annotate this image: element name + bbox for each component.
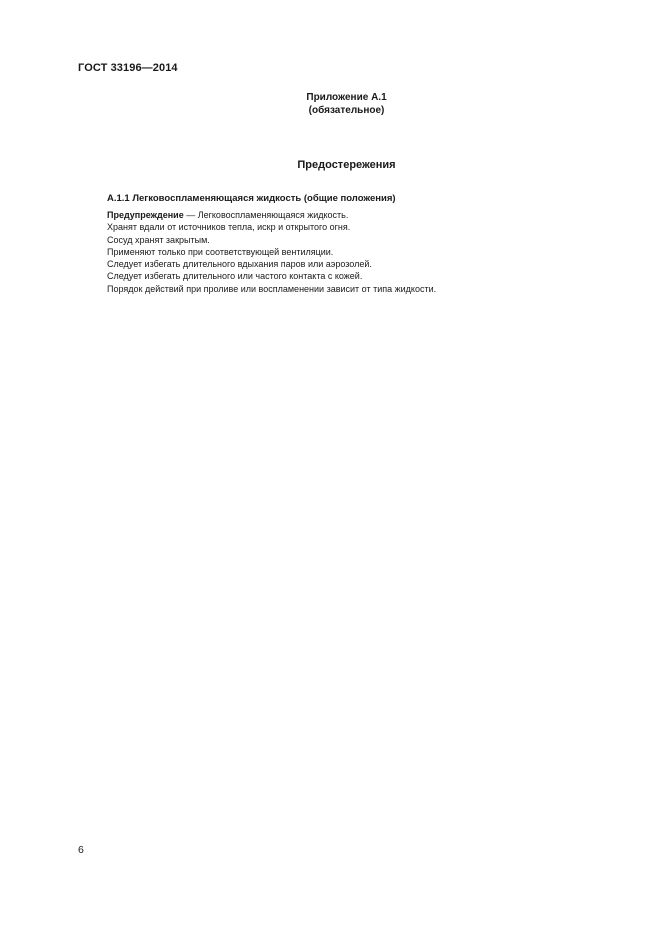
annex-status: (обязательное) [308, 105, 385, 116]
annex-title: Приложение А.1 [306, 92, 387, 103]
warning-label: Предупреждение [107, 210, 184, 220]
section-title: Предостережения [297, 159, 396, 171]
warning-text: — Легковоспламеняющаяся жидкость. [183, 210, 349, 220]
warning-line [107, 209, 587, 221]
body-line: Следует избегать длительного или частого контакта с кожей. [107, 271, 363, 282]
page-number: 6 [78, 844, 84, 856]
annex-heading [0, 91, 661, 117]
body-line: Порядок действий при проливе или воспламенении зависит от типа жидкости. [107, 283, 437, 294]
subsection-title: А.1.1 Легковоспламеняющаяся жидкость (общие положения) [107, 193, 396, 204]
body-line: Применяют только при соответствующей вентиляции. [107, 246, 334, 257]
standard-designation: ГОСТ 33196—2014 [78, 62, 178, 74]
body-line: Следует избегать длительного вдыхания паров или аэрозолей. [107, 259, 372, 270]
body-line: Сосуд хранят закрытым. [107, 234, 210, 245]
body-text [107, 209, 587, 295]
body-line: Хранят вдали от источников тепла, искр и открытого огня. [107, 222, 351, 233]
